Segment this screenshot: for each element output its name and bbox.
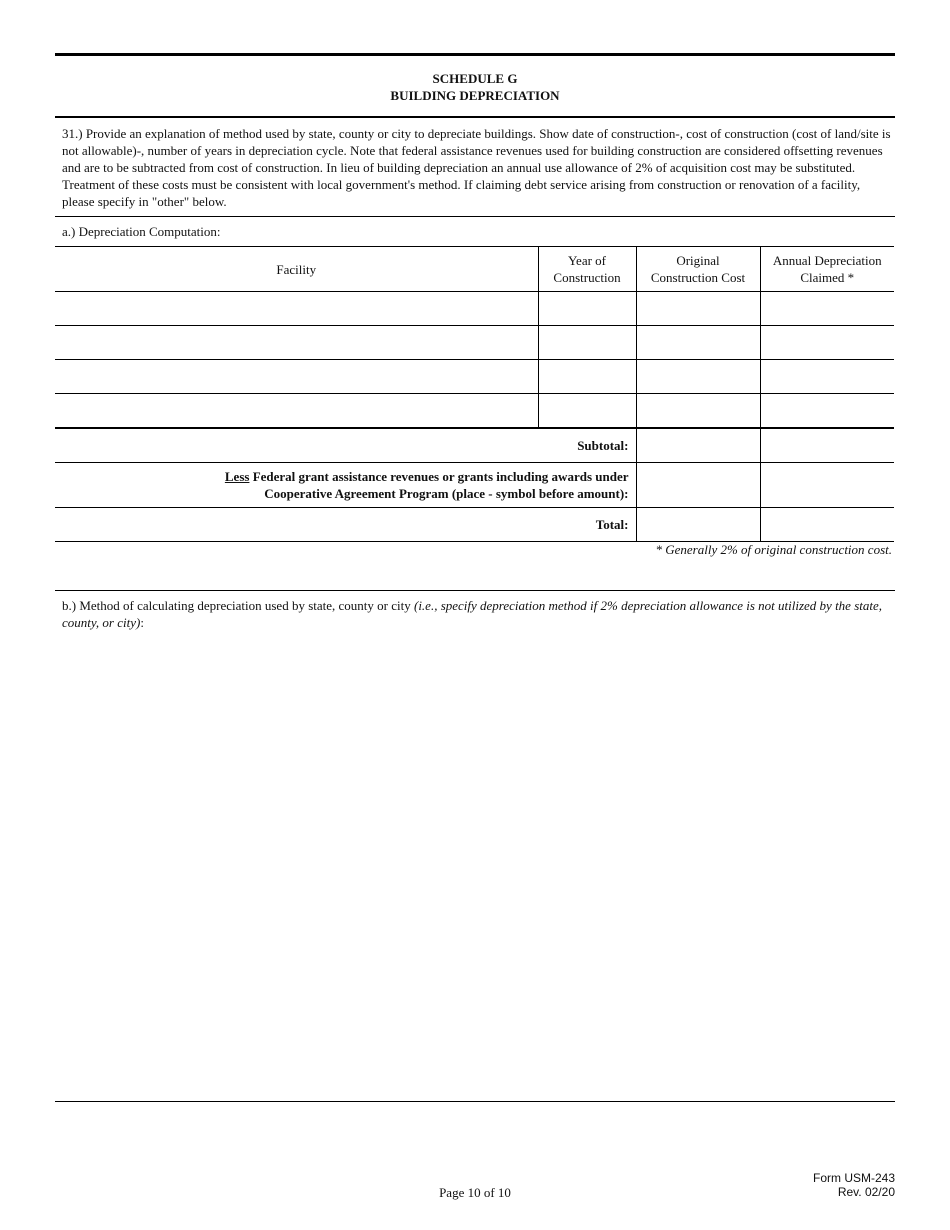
table-row	[55, 360, 894, 394]
total-cost-field[interactable]	[636, 508, 760, 542]
section-a-label: a.) Depreciation Computation:	[62, 224, 221, 239]
year-field[interactable]	[538, 394, 636, 429]
top-rule	[55, 53, 895, 56]
schedule-title: SCHEDULE G	[432, 71, 518, 86]
total-row	[55, 508, 894, 542]
facility-field[interactable]	[55, 326, 538, 360]
total-label: Total:	[55, 508, 636, 542]
table-row	[55, 394, 894, 429]
section-b-label: b.) Method of calculating depreciation used by state, county or city (i.e., specify depreciation method if 2% depreciation allowance is not utilized by the state, county, or city):	[62, 598, 883, 630]
facility-field[interactable]	[55, 394, 538, 429]
question-31-text: 31.) Provide an explanation of method used by state, county or city to depreciate buildings. Show date of construction-, cost of construction (cost of land/site is not allowable)-, number of years in depreciation cycle. Note that federal assistance revenues used for building construction are considered offsetting revenues and are to be subtracted from cost of construction. In lieu of building depreciation an annual use allowance of 2% of acquisition cost may be substituted. Treatment of these costs must be consistent with local government's method. If claiming debt service arising from construction or renovation of a facility, please specify in "other" below.	[62, 126, 891, 209]
cost-field[interactable]	[636, 326, 760, 360]
bottom-rule	[55, 1101, 895, 1102]
title-rule	[55, 116, 895, 118]
col-depreciation: Annual Depreciation Claimed *	[760, 247, 894, 292]
col-cost: Original Construction Cost	[636, 247, 760, 292]
subtotal-cost-field[interactable]	[636, 428, 760, 463]
table-header-row	[55, 247, 894, 292]
less-federal-label: Less Federal grant assistance revenues or grants including awards under Cooperative Agreement Program (place - symbol before amount):	[55, 463, 636, 508]
facility-field[interactable]	[55, 292, 538, 326]
instructions-rule	[55, 216, 895, 217]
subtotal-row	[55, 428, 894, 463]
less-depreciation-field[interactable]	[760, 463, 894, 508]
col-facility: Facility	[55, 247, 538, 292]
form-number: Form USM-243	[812, 1171, 895, 1185]
subtotal-depreciation-field[interactable]	[760, 428, 894, 463]
col-year: Year of Construction	[538, 247, 636, 292]
form-identifier	[813, 1171, 895, 1199]
year-field[interactable]	[538, 326, 636, 360]
form-revision: Rev. 02/20	[837, 1185, 895, 1199]
page-number: Page 10 of 10	[439, 1185, 511, 1200]
schedule-header	[55, 70, 895, 104]
depreciation-field[interactable]	[760, 326, 894, 360]
cost-field[interactable]	[636, 360, 760, 394]
cost-field[interactable]	[636, 394, 760, 429]
section-b-note: (i.e., specify depreciation method if 2% depreciation allowance is not utilized by the state, county, or city)	[62, 598, 883, 630]
section-b-rule	[55, 590, 895, 591]
facility-field[interactable]	[55, 360, 538, 394]
table-row	[55, 292, 894, 326]
depreciation-footnote: * Generally 2% of original construction cost.	[655, 542, 892, 557]
depreciation-table	[55, 246, 894, 542]
less-federal-row	[55, 463, 894, 508]
table-row	[55, 326, 894, 360]
depreciation-field[interactable]	[760, 292, 894, 326]
cost-field[interactable]	[636, 292, 760, 326]
year-field[interactable]	[538, 292, 636, 326]
year-field[interactable]	[538, 360, 636, 394]
total-depreciation-field[interactable]	[760, 508, 894, 542]
schedule-subtitle: BUILDING DEPRECIATION	[390, 88, 560, 103]
depreciation-field[interactable]	[760, 360, 894, 394]
subtotal-label: Subtotal:	[55, 428, 636, 463]
less-word: Less	[224, 469, 250, 484]
depreciation-field[interactable]	[760, 394, 894, 429]
less-cost-field[interactable]	[636, 463, 760, 508]
